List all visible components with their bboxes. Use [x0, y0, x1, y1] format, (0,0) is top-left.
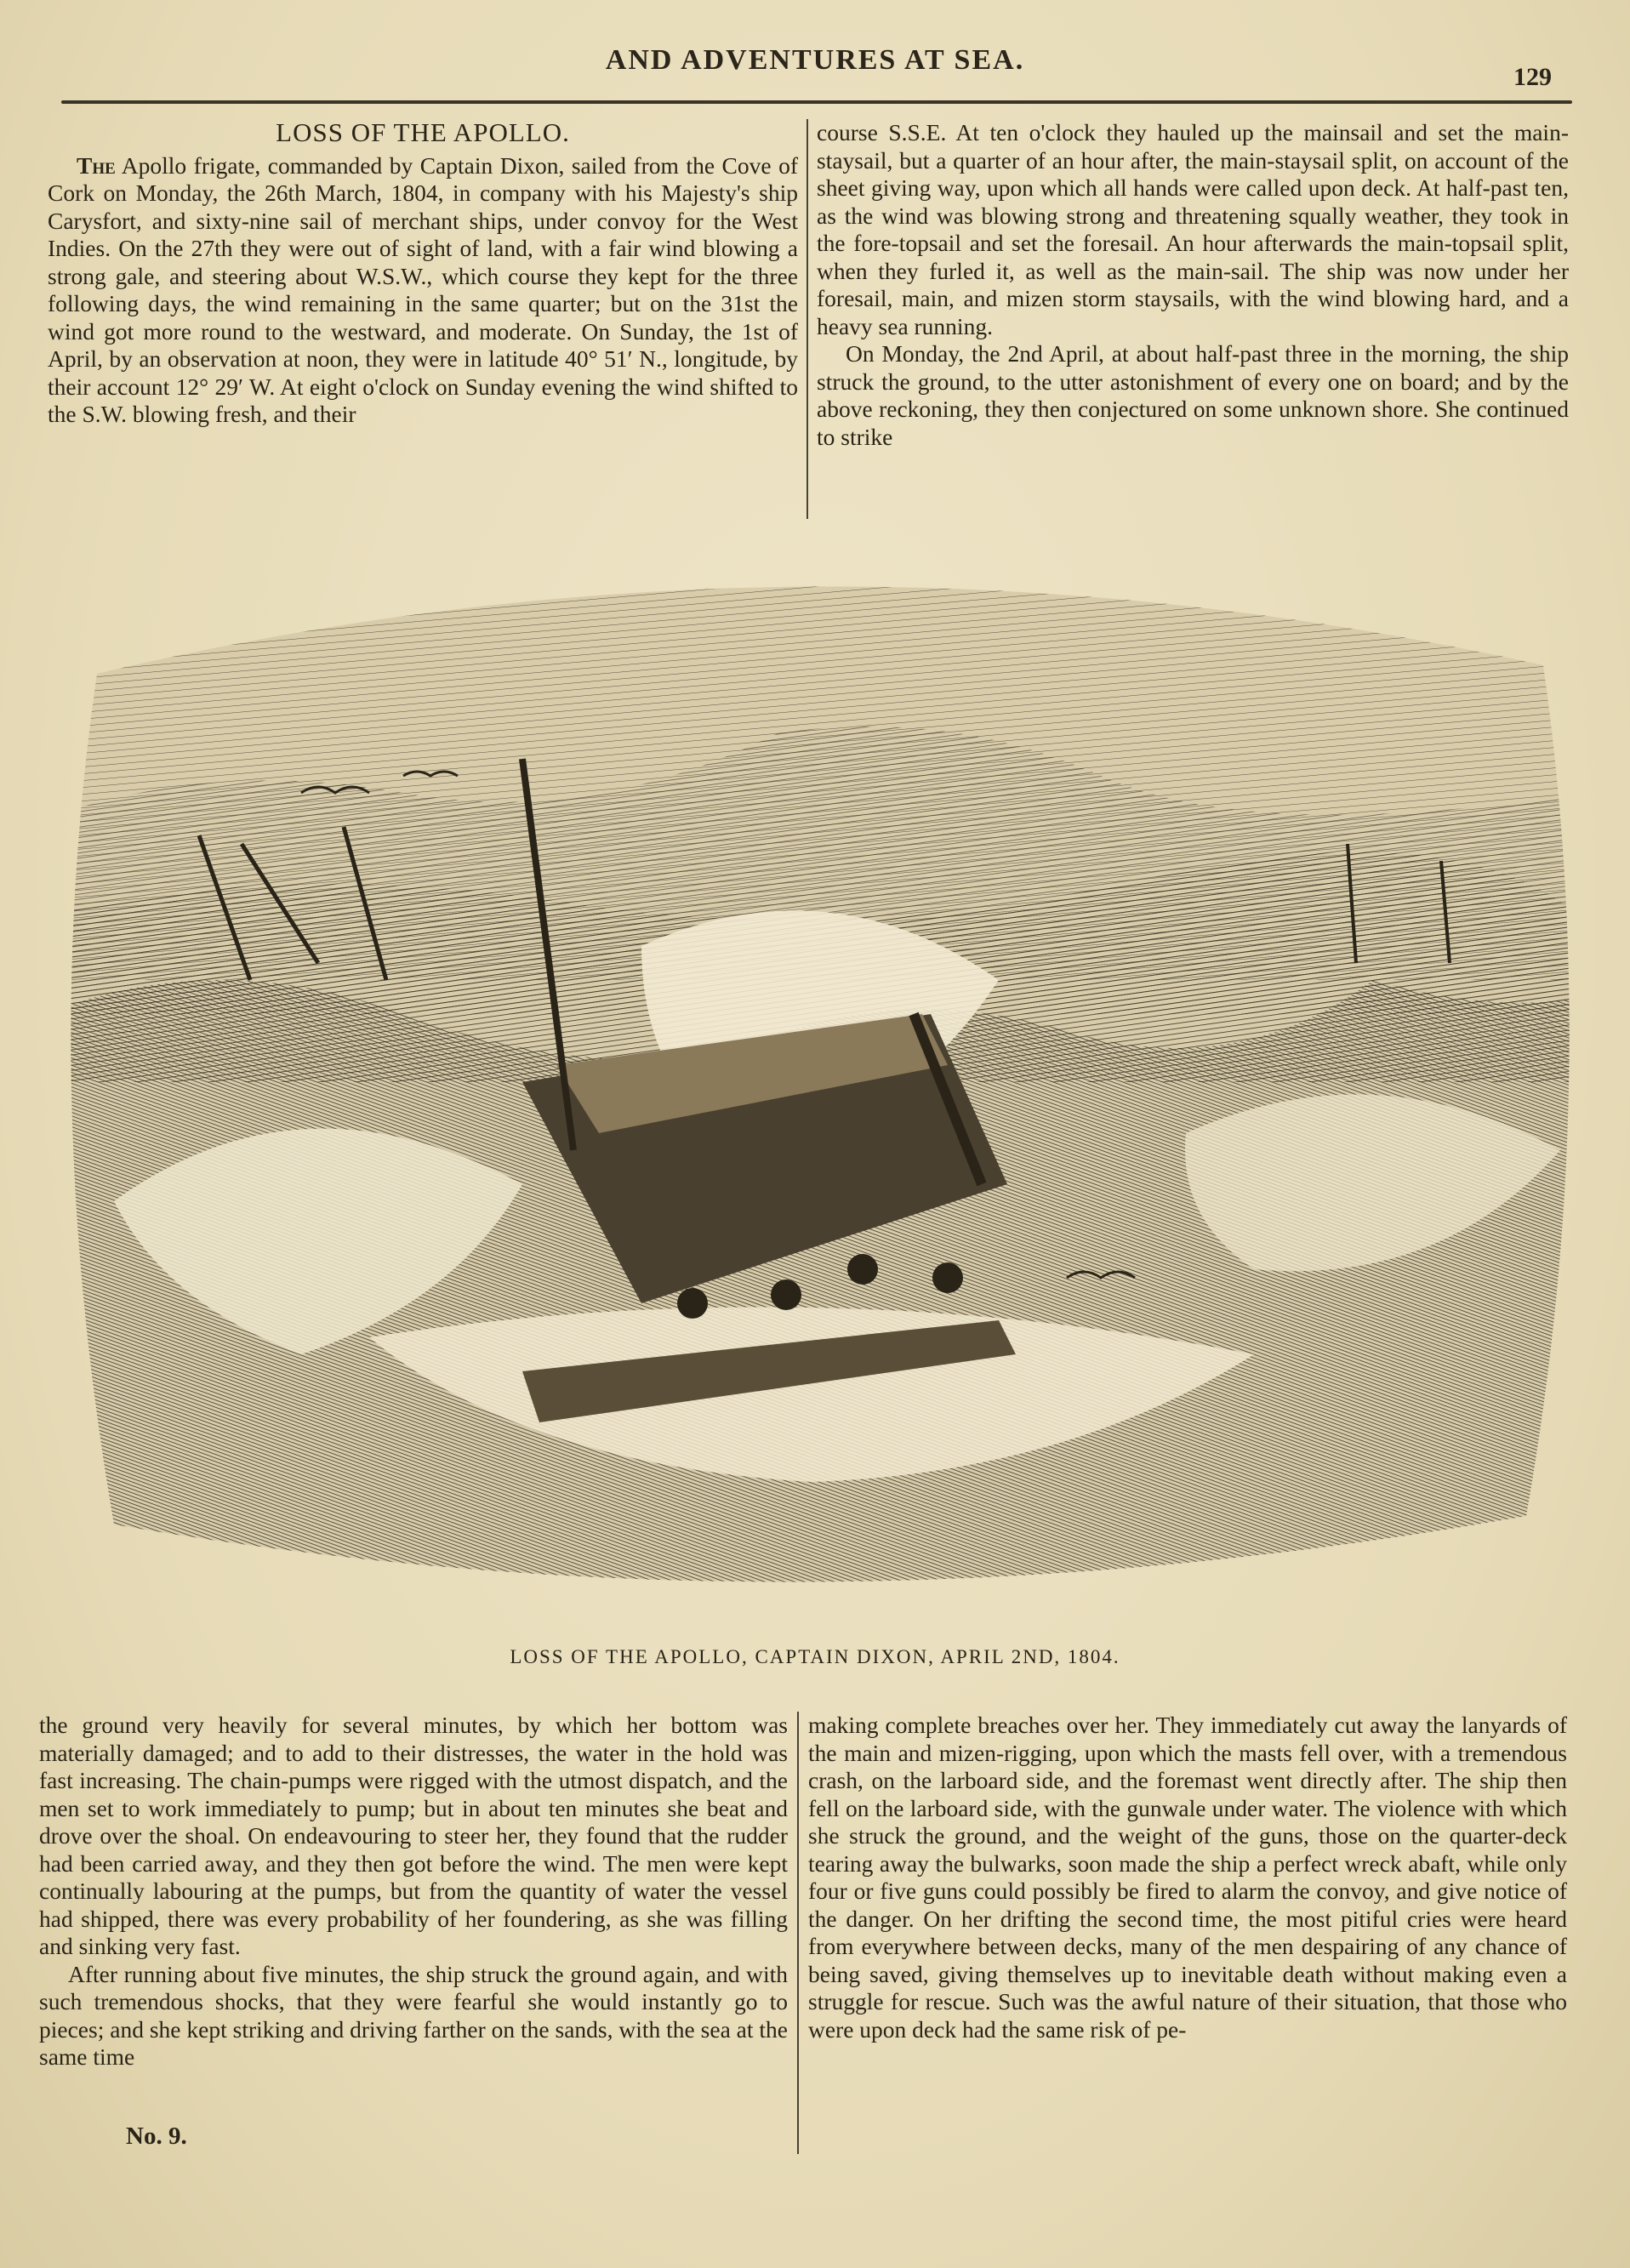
paragraph: making complete breaches over her. They immediately cut away the lanyards of the main and mizen-rigging, upon which the masts fell over, with a tremendous crash, on the larboard side, and the foremast went directly after. The ship then fell on the larboard side, with the gunwale under water. The violence with which she struck the ground, and the weight of the guns, those on the quarter-deck tearing away the bulwarks, soon made the ship a perfect wreck abaft, while only four or five guns could possibly be fired to alarm the convoy, and give notice of the danger. On her drifting the second time, the most pitiful cries were heard from everywhere between decks, many of the men despairing of any chance of being saved, giving themselves up to inevitable death without making even a struggle for rescue. Such was the awful nature of their situation, that those who were upon deck had the same risk of pe-: [808, 1712, 1567, 2043]
column-bottom-left: [39, 1712, 788, 2071]
column-divider: [806, 119, 808, 519]
paragraph: After running about five minutes, the ship struck the ground again, and with such tremendous shocks, that they were fearful she would instantly go to pieces; and she kept striking and driving farther on the sands, with the sea at the same time: [39, 1960, 788, 2070]
paragraph-text: Apollo frigate, commanded by Captain Dixon, sailed from the Cove of Cork on Monday, the 26th March, 1804, in company with his Majesty's ship Carysfort, and sixty-nine sail of merchant ships, under convoy for the West Indies. On the 27th they were out of sight of land, with a fair wind blowing a strong gale, and steering about W.S.W., which course they kept for the three following days, the wind remaining in the same quarter; but on the 31st the wind got more round to the westward, and moderate. On Sunday, the 1st of April, by an observation at noon, they were in latitude 40° 51′ N., longitude, by their account 12° 29′ W. At eight o'clock on Sunday evening the wind shifted to the S.W. blowing fresh, and their: [48, 151, 798, 427]
column-bottom-right: [808, 1712, 1567, 2043]
paragraph: course S.S.E. At ten o'clock they hauled up the mainsail and set the main-staysail, but a quarter of an hour after, the main-staysail split, on account of the sheet giving way, upon which all hands were called upon deck. At half-past ten, as the wind was blowing strong and threatening squally weather, they took in the fore-topsail and set the foresail. An hour afterwards the main-topsail split, when they furled it, as well as the main-sail. The ship was now under her foresail, main, and mizen storm staysails, with the wind blowing hard, and a heavy sea running.: [817, 119, 1569, 339]
engraving-shipwreck: [46, 538, 1586, 1611]
article-title: LOSS OF THE APOLLO.: [276, 117, 570, 147]
column-divider: [797, 1712, 799, 2154]
paragraph: [48, 152, 798, 429]
paragraph: On Monday, the 2nd April, at about half-past three in the morning, the ship struck the ground, to the utter astonishment of every one on board; and by the above reckoning, they then conjectured on some unknown shore. She continued to strike: [817, 340, 1569, 450]
column-top-left: [48, 119, 798, 429]
running-head: AND ADVENTURES AT SEA.: [605, 44, 1025, 76]
illustration-caption: LOSS OF THE APOLLO, CAPTAIN DIXON, APRIL 2ND, 1804.: [510, 1646, 1120, 1667]
paragraph: the ground very heavily for several minutes, by which her bottom was materially damaged; and to add to their distresses, the water in the hold was fast increasing. The chain-pumps were rigged with the utmost dispatch, and the men set to work immediately to pump; but in about ten minutes she beat and drove over the shoal. On endeavouring to steer her, they found that the rudder had been carried away, and they then got before the wind. The men were kept continually labouring at the pumps, but from the quantity of water the vessel had shipped, there was every probability of her foundering, as she was filling and sinking very fast.: [39, 1712, 788, 1959]
column-top-right: [817, 119, 1569, 451]
lead-word: The: [77, 151, 116, 179]
signature-mark: No. 9.: [126, 2123, 187, 2150]
page-number: 129: [1513, 63, 1552, 91]
header-rule: [61, 100, 1572, 104]
